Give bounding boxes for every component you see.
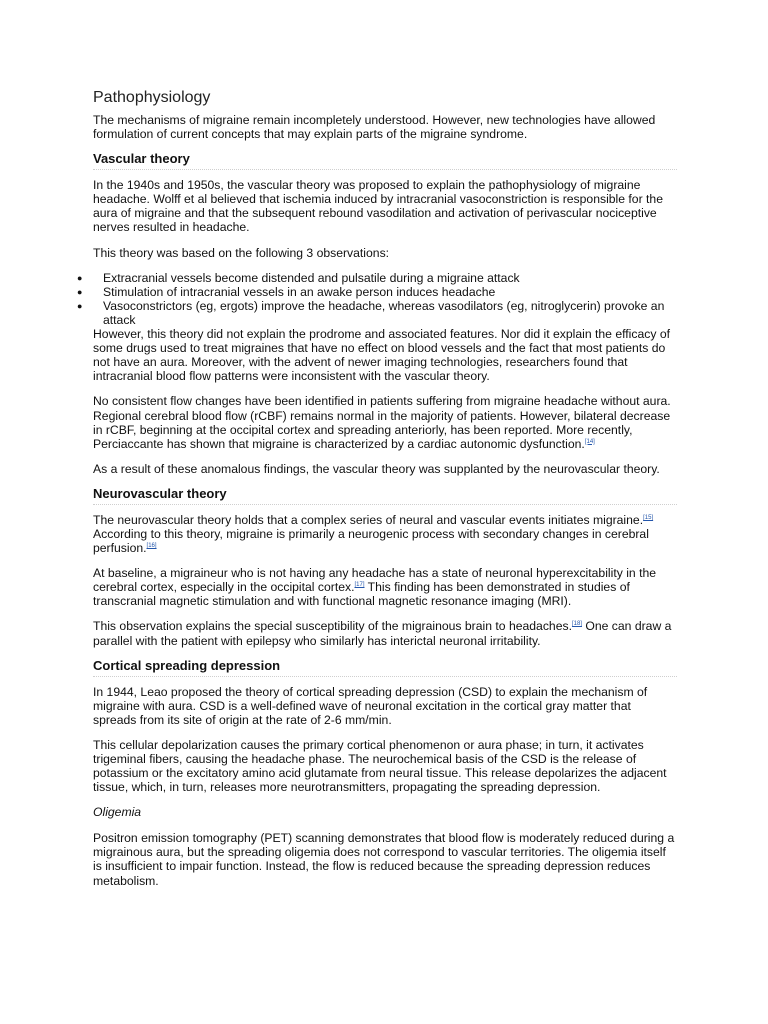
citation-link[interactable]: [14] [584,438,595,445]
page-title: Pathophysiology [93,89,211,106]
citation-link[interactable]: [15] [643,514,654,521]
csd-heading: Cortical spreading depression [93,658,677,677]
list-item: ● Extracranial vessels become distended and pulsatile during a migraine attack [77,270,520,285]
vascular-paragraph-1: In the 1940s and 1950s, the vascular theory was proposed to explain the pathophysiology of migraine headache. Wolff et al believed that ischemia induced by intracranial vasoconstriction is responsible for the aura of migraine and that the subsequent rebound vasodilation and activation of perivascular nociceptive nerves resulted in headache. [93,178,663,235]
vascular-paragraph-4: No consistent flow changes have been identified in patients suffering from migraine headache without aura. Regional cerebral blood flow (rCBF) remains normal in the majority of patients. However, bilateral decrease in rCBF, beginning at the occipital cortex and spreading anteriorly, has been reported. More recently, Perciaccante has shown that migraine is characterized by a cardiac autonomic dysfunction.[14] [93,394,671,451]
list-item: ● Vasoconstrictors (eg, ergots) improve the headache, whereas vasodilators (eg, nitroglycerin) provoke an attack [77,298,665,327]
csd-paragraph-2: This cellular depolarization causes the primary cortical phenomenon or aura phase; in turn, it activates trigeminal fibers, causing the headache phase. The neurochemical basis of the CSD is the release of potassium or the excitatory amino acid glutamate from neural tissue. This release depolarizes the adjacent tissue, which, in turn, releases more neurotransmitters, propagating the spreading depression. [93,737,667,795]
article-body [77,88,677,888]
neurovascular-paragraph-2: At baseline, a migraineur who is not having any headache has a state of neuronal hyperexcitability in the cerebral cortex, especially in the occipital cortex.[17] This finding has been demonstrated in studies of transcranial magnetic stimulation and with functional magnetic resonance imaging (MRI). [93,566,657,609]
oligemia-heading: Oligemia [93,805,142,820]
csd-paragraph-1: In 1944, Leao proposed the theory of cortical spreading depression (CSD) to explain the mechanism of migraine with aura. CSD is a well-defined wave of neuronal excitation in the cortical gray matter that spreads from its site of origin at the rate of 2-6 mm/min. [93,684,648,727]
list-item: ● Stimulation of intracranial vessels in an awake person induces headache [77,284,496,299]
vascular-paragraph-5: As a result of these anomalous findings, the vascular theory was supplanted by the neurovascular theory. [93,461,660,476]
neurovascular-theory-heading: Neurovascular theory [93,486,677,505]
observations-list [77,270,677,327]
bullet-icon: ● [77,300,83,311]
neurovascular-paragraph-1: The neurovascular theory holds that a complex series of neural and vascular events initiates migraine.[15] According to this theory, migraine is primarily a neurogenic process with secondary changes in cerebral perfusion.[16] [93,512,654,556]
citation-link[interactable]: [18] [571,621,582,628]
bullet-icon: ● [77,286,83,297]
oligemia-paragraph-1: Positron emission tomography (PET) scanning demonstrates that blood flow is moderately reduced during a migrainous aura, but the spreading oligemia does not correspond to vascular territories. The oligemia itself is insufficient to impair function. Instead, the flow is reduced because the spreading depression reduces metabolism. [93,831,675,888]
intro-paragraph: The mechanisms of migraine remain incompletely understood. However, new technologies have allowed formulation of current concepts that may explain parts of the migraine syndrome. [93,113,656,142]
vascular-paragraph-2: This theory was based on the following 3 observations: [93,245,390,260]
citation-link[interactable]: [16] [146,543,157,550]
vascular-paragraph-3: However, this theory did not explain the prodrome and associated features. Nor did it explain the efficacy of some drugs used to treat migraines that have no effect on blood vessels and the fact that most patients do not have an aura. Moreover, with the advent of newer imaging technologies, researchers found that intracranial blood flow patterns were inconsistent with the vascular theory. [93,327,670,384]
citation-link[interactable]: [17] [354,582,365,589]
bullet-icon: ● [77,272,83,283]
neurovascular-paragraph-3: This observation explains the special susceptibility of the migrainous brain to headaches.[18] One can draw a parallel with the patient with epilepsy who similarly has interictal neuronal irritability. [93,619,672,648]
vascular-theory-heading: Vascular theory [93,151,677,170]
